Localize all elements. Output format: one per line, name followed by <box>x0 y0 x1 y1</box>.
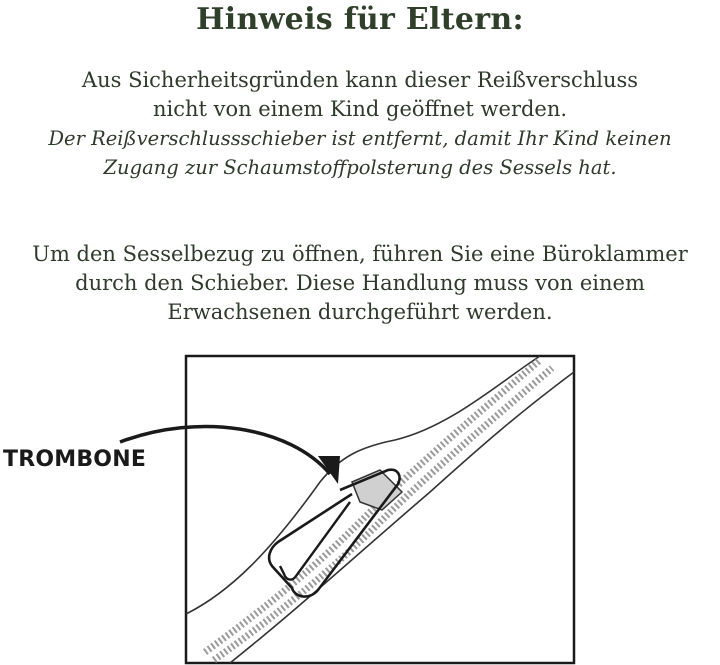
opening-instructions <box>0 240 720 327</box>
instructions-line-1: Um den Sesselbezug zu öffnen, führen Sie eine Büroklammer <box>32 242 688 266</box>
notice-italic-line-1: Der Reißverschlussschieber ist entfernt, damit Ihr Kind keinen <box>48 127 672 150</box>
safety-notice <box>0 66 720 182</box>
zipper-drawing <box>0 352 720 665</box>
page-title: Hinweis für Eltern: <box>196 2 524 37</box>
zipper-illustration <box>0 352 720 665</box>
notice-line-1: Aus Sicherheitsgründen kann dieser Reißverschluss <box>81 68 639 92</box>
trombone-label: TROMBONE <box>3 447 147 472</box>
notice-line-2: nicht von einem Kind geöffnet werden. <box>152 97 568 121</box>
instructions-line-3: Erwachsenen durchgeführt werden. <box>167 300 553 324</box>
instructions-line-2: durch den Schieber. Diese Handlung muss von einem <box>75 271 645 295</box>
notice-italic-line-2: Zugang zur Schaumstoffpolsterung des Sessels hat. <box>103 156 617 179</box>
